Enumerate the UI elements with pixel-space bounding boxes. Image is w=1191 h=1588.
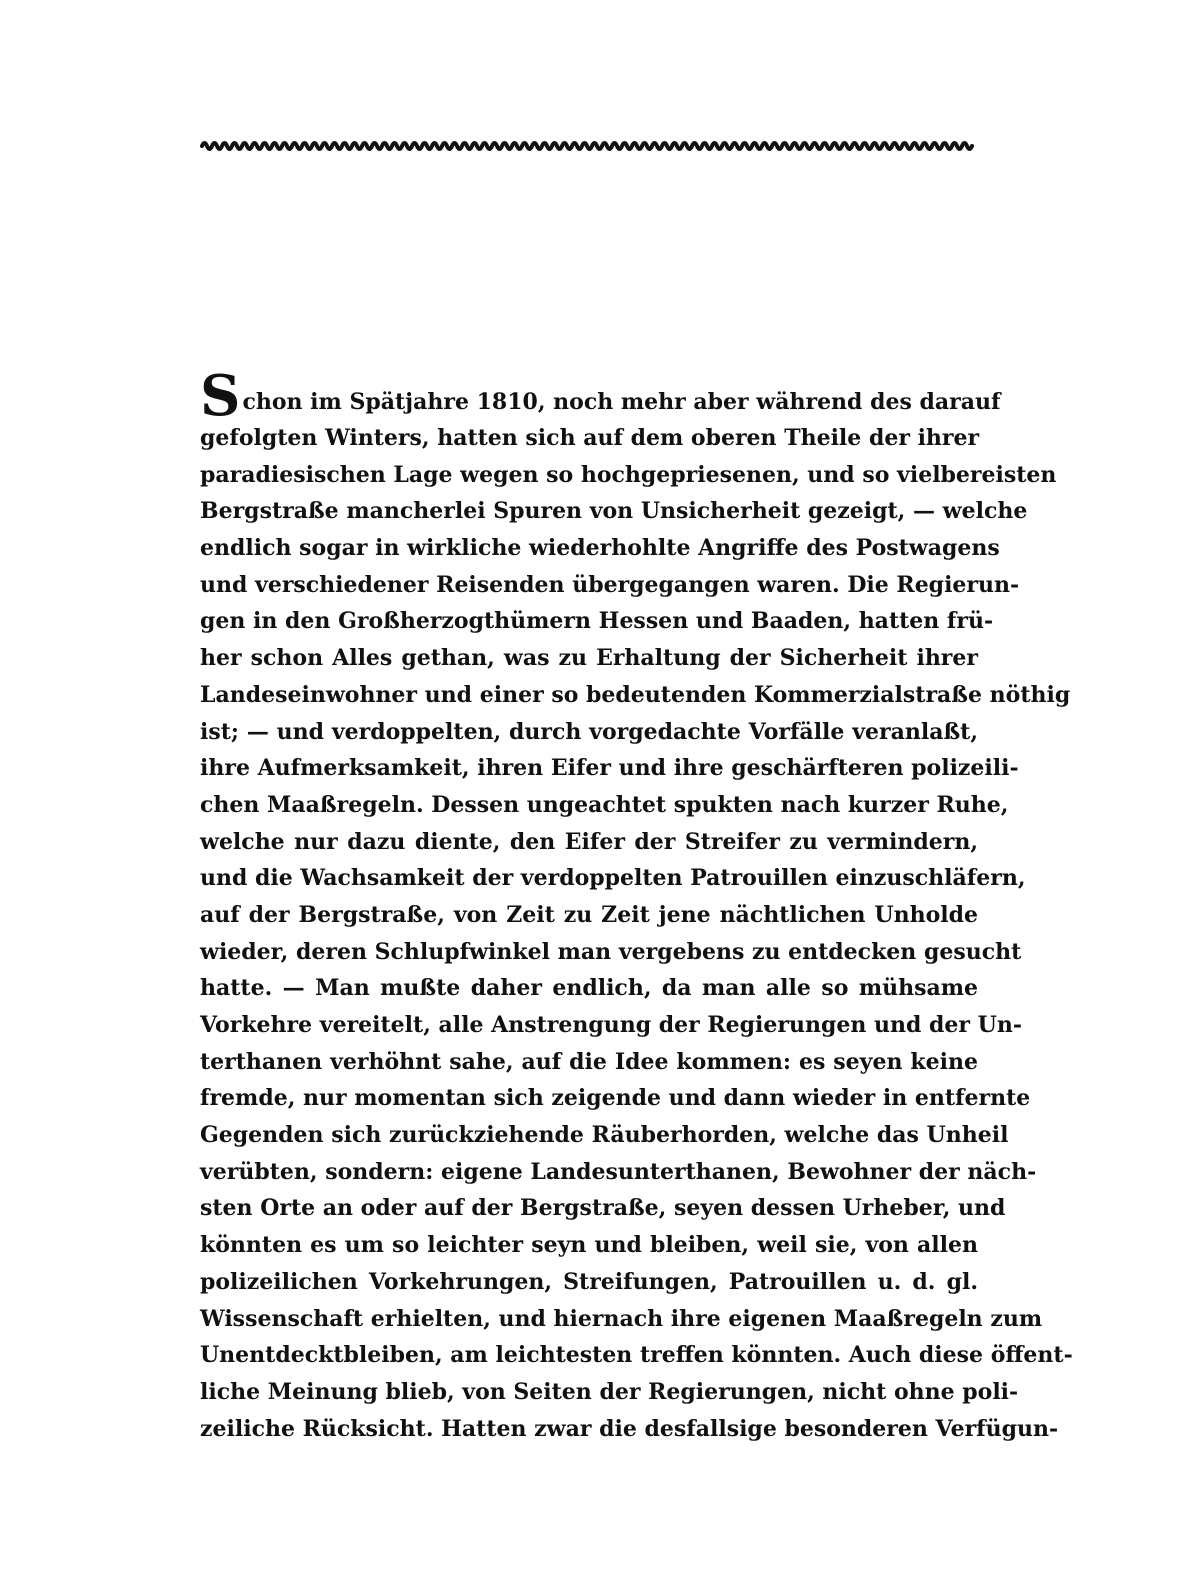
text-line: ihre Aufmerksamkeit, ihren Eifer und ihre geschärfteren polizeili- bbox=[200, 755, 1019, 782]
text-line: gen in den Großherzogthümern Hessen und Baaden, hatten frü- bbox=[200, 608, 994, 635]
text-line: könnten es um so leichter seyn und bleiben, weil sie, von allen bbox=[200, 1232, 978, 1259]
text-line: chen Maaßregeln. Dessen ungeachtet spukten nach kurzer Ruhe, bbox=[200, 791, 1009, 818]
text-line: wieder, deren Schlupfwinkel man vergebens zu entdecken gesucht bbox=[200, 938, 1022, 965]
text-line: und die Wachsamkeit der verdoppelten Patrouillen einzuschläfern, bbox=[200, 865, 1026, 892]
text-line: hatte. — Man mußte daher endlich, da man alle so mühsame bbox=[200, 975, 978, 1002]
text-line: zeiliche Rücksicht. Hatten zwar die desfallsige besonderen Verfügun- bbox=[200, 1415, 1059, 1442]
body-text bbox=[200, 363, 1073, 1447]
text-line: Wissenschaft erhielten, und hiernach ihre eigenen Maaßregeln zum bbox=[200, 1305, 1043, 1332]
text-line: paradiesischen Lage wegen so hochgepriesenen, und so vielbereisten bbox=[200, 461, 1057, 488]
text-line: Bergstraße mancherlei Spuren von Unsicherheit gezeigt, — welche bbox=[200, 498, 1028, 525]
decorative-rule-ornament bbox=[200, 138, 975, 154]
drop-cap: S bbox=[200, 363, 241, 429]
text-line: ist; — und verdoppelten, durch vorgedachte Vorfälle veranlaßt, bbox=[200, 718, 978, 745]
text-line bbox=[200, 363, 1001, 429]
text-line: verübten, sondern: eigene Landesunterthanen, Bewohner der näch- bbox=[200, 1158, 1037, 1185]
text-line: her schon Alles gethan, was zu Erhaltung der Sicherheit ihrer bbox=[200, 645, 978, 672]
text-line: terthanen verhöhnt sahe, auf die Idee kommen: es seyen keine bbox=[200, 1048, 978, 1075]
text-line: gefolgten Winters, hatten sich auf dem oberen Theile der ihrer bbox=[200, 425, 980, 451]
text-line: endlich sogar in wirkliche wiederhohlte Angriffe des Postwagens bbox=[200, 535, 1000, 562]
text-line: Landeseinwohner und einer so bedeutenden Kommerzialstraße nöthig bbox=[200, 681, 1071, 708]
text-line: liche Meinung blieb, von Seiten der Regierungen, nicht ohne poli- bbox=[200, 1378, 1019, 1405]
text-line: Vorkehre vereitelt, alle Anstrengung der Regierungen und der Un- bbox=[200, 1012, 1022, 1038]
text-line: Unentdecktbleiben, am leichtesten treffen könnten. Auch diese öffent- bbox=[200, 1342, 1073, 1369]
text-line: und verschiedener Reisenden übergegangen waren. Die Regierun- bbox=[200, 571, 1020, 598]
text-line: polizeilichen Vorkehrungen, Streifungen, Patrouillen u. d. gl. bbox=[200, 1268, 978, 1295]
text-line: auf der Bergstraße, von Zeit zu Zeit jene nächtlichen Unholde bbox=[200, 901, 978, 928]
text-line: welche nur dazu diente, den Eifer der Streifer zu vermindern, bbox=[200, 828, 978, 855]
text-line: Gegenden sich zurückziehende Räuberhorden, welche das Unheil bbox=[200, 1122, 1009, 1149]
text-line: sten Orte an oder auf der Bergstraße, seyen dessen Urheber, und bbox=[200, 1195, 1006, 1222]
text-line-content: chon im Spätjahre 1810, noch mehr aber während des darauf bbox=[242, 389, 1001, 415]
text-line: fremde, nur momentan sich zeigende und dann wieder in entfernte bbox=[200, 1085, 1031, 1112]
